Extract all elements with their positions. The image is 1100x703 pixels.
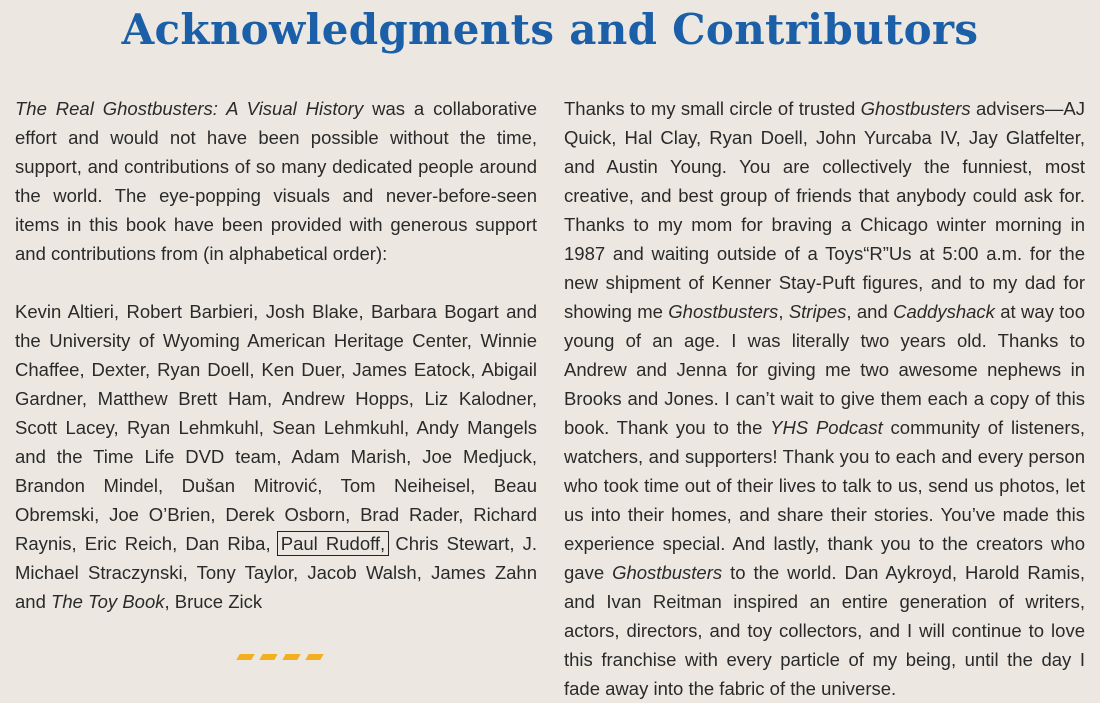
contributors-list: Kevin Altieri, Robert Barbieri, Josh Blake, Barbara Bogart and the University of Wyoming American Heritage Center, Winnie Chaffee, Dexter, Ryan Doell, Ken Duer, James Eatock, Abigail Gardner, Matthew Brett Ham, Andrew Hopps, Liz Kalodner, Scott Lacey, Ryan Lehmkuhl, Sean Lehmkuhl, Andy Mangels and the Time Life DVD team, Adam Marish, Joe Medjuck, Brandon Mindel, Dušan Mitrović, Tom Neiheisel, Beau Obremski, Joe O’Brien, Derek Osborn, Brad Rader, Richard Raynis, Eric Reich, Dan Riba, Paul Rudoff, Chris Stewart, J. Michael Straczynski, Tony Taylor, Jacob Walsh, James Zahn and The Toy Book, Bruce Zick (15, 301, 537, 612)
dash (259, 654, 277, 660)
intro-paragraph: The Real Ghostbusters: A Visual History was a collaborative effort and would not have been possible without the time, support, and contributions of so many dedicated people around the world. The eye-popping visuals and never-before-seen items in this book have been provided with generous support and contributions from (in alphabetical order): (15, 98, 537, 264)
dash (282, 654, 300, 660)
dash (305, 654, 323, 660)
thanks-paragraph: Thanks to my small circle of trusted Ghostbusters advisers—AJ Quick, Hal Clay, Ryan Doell, John Yurcaba IV, Jay Glatfelter, and Austin Young. You are collectively the funniest, most creative, and best group of friends that anybody could ask for. Thanks to my mom for braving a Chicago winter morning in 1987 and waiting outside of a Toys“R”Us at 5:00 a.m. for the new shipment of Kenner Stay-Puft figures, and to my dad for showing me Ghostbusters, Stripes, and Caddyshack at way too young of an age. I was literally two years old. Thanks to Andrew and Jenna for giving me two awesome nephews in Brooks and Jones. I can’t wait to give them each a copy of this book. Thank you to the YHS Podcast community of listeners, watchers, and supporters! Thank you to each and every person who took time out of their lives to talk to us, send us photos, let us into their homes, and share their stories. You’ve made this experience special. And lastly, thank you to the creators who gave Ghostbusters to the world. Dan Aykroyd, Harold Ramis, and Ivan Reitman inspired an entire generation of writers, actors, directors, and toy collectors, and I will continue to love this franchise with every particle of my being, until the day I fade away into the fabric of the universe. (564, 98, 1086, 699)
right-column (564, 94, 1085, 703)
book-title: The Real Ghostbusters: A Visual History (15, 98, 364, 119)
decorative-dashes (238, 654, 322, 660)
left-column (15, 94, 537, 616)
page-title: Acknowledgments and Contributors (121, 5, 979, 54)
dash (236, 654, 254, 660)
highlighted-name[interactable]: Paul Rudoff, (280, 533, 386, 554)
